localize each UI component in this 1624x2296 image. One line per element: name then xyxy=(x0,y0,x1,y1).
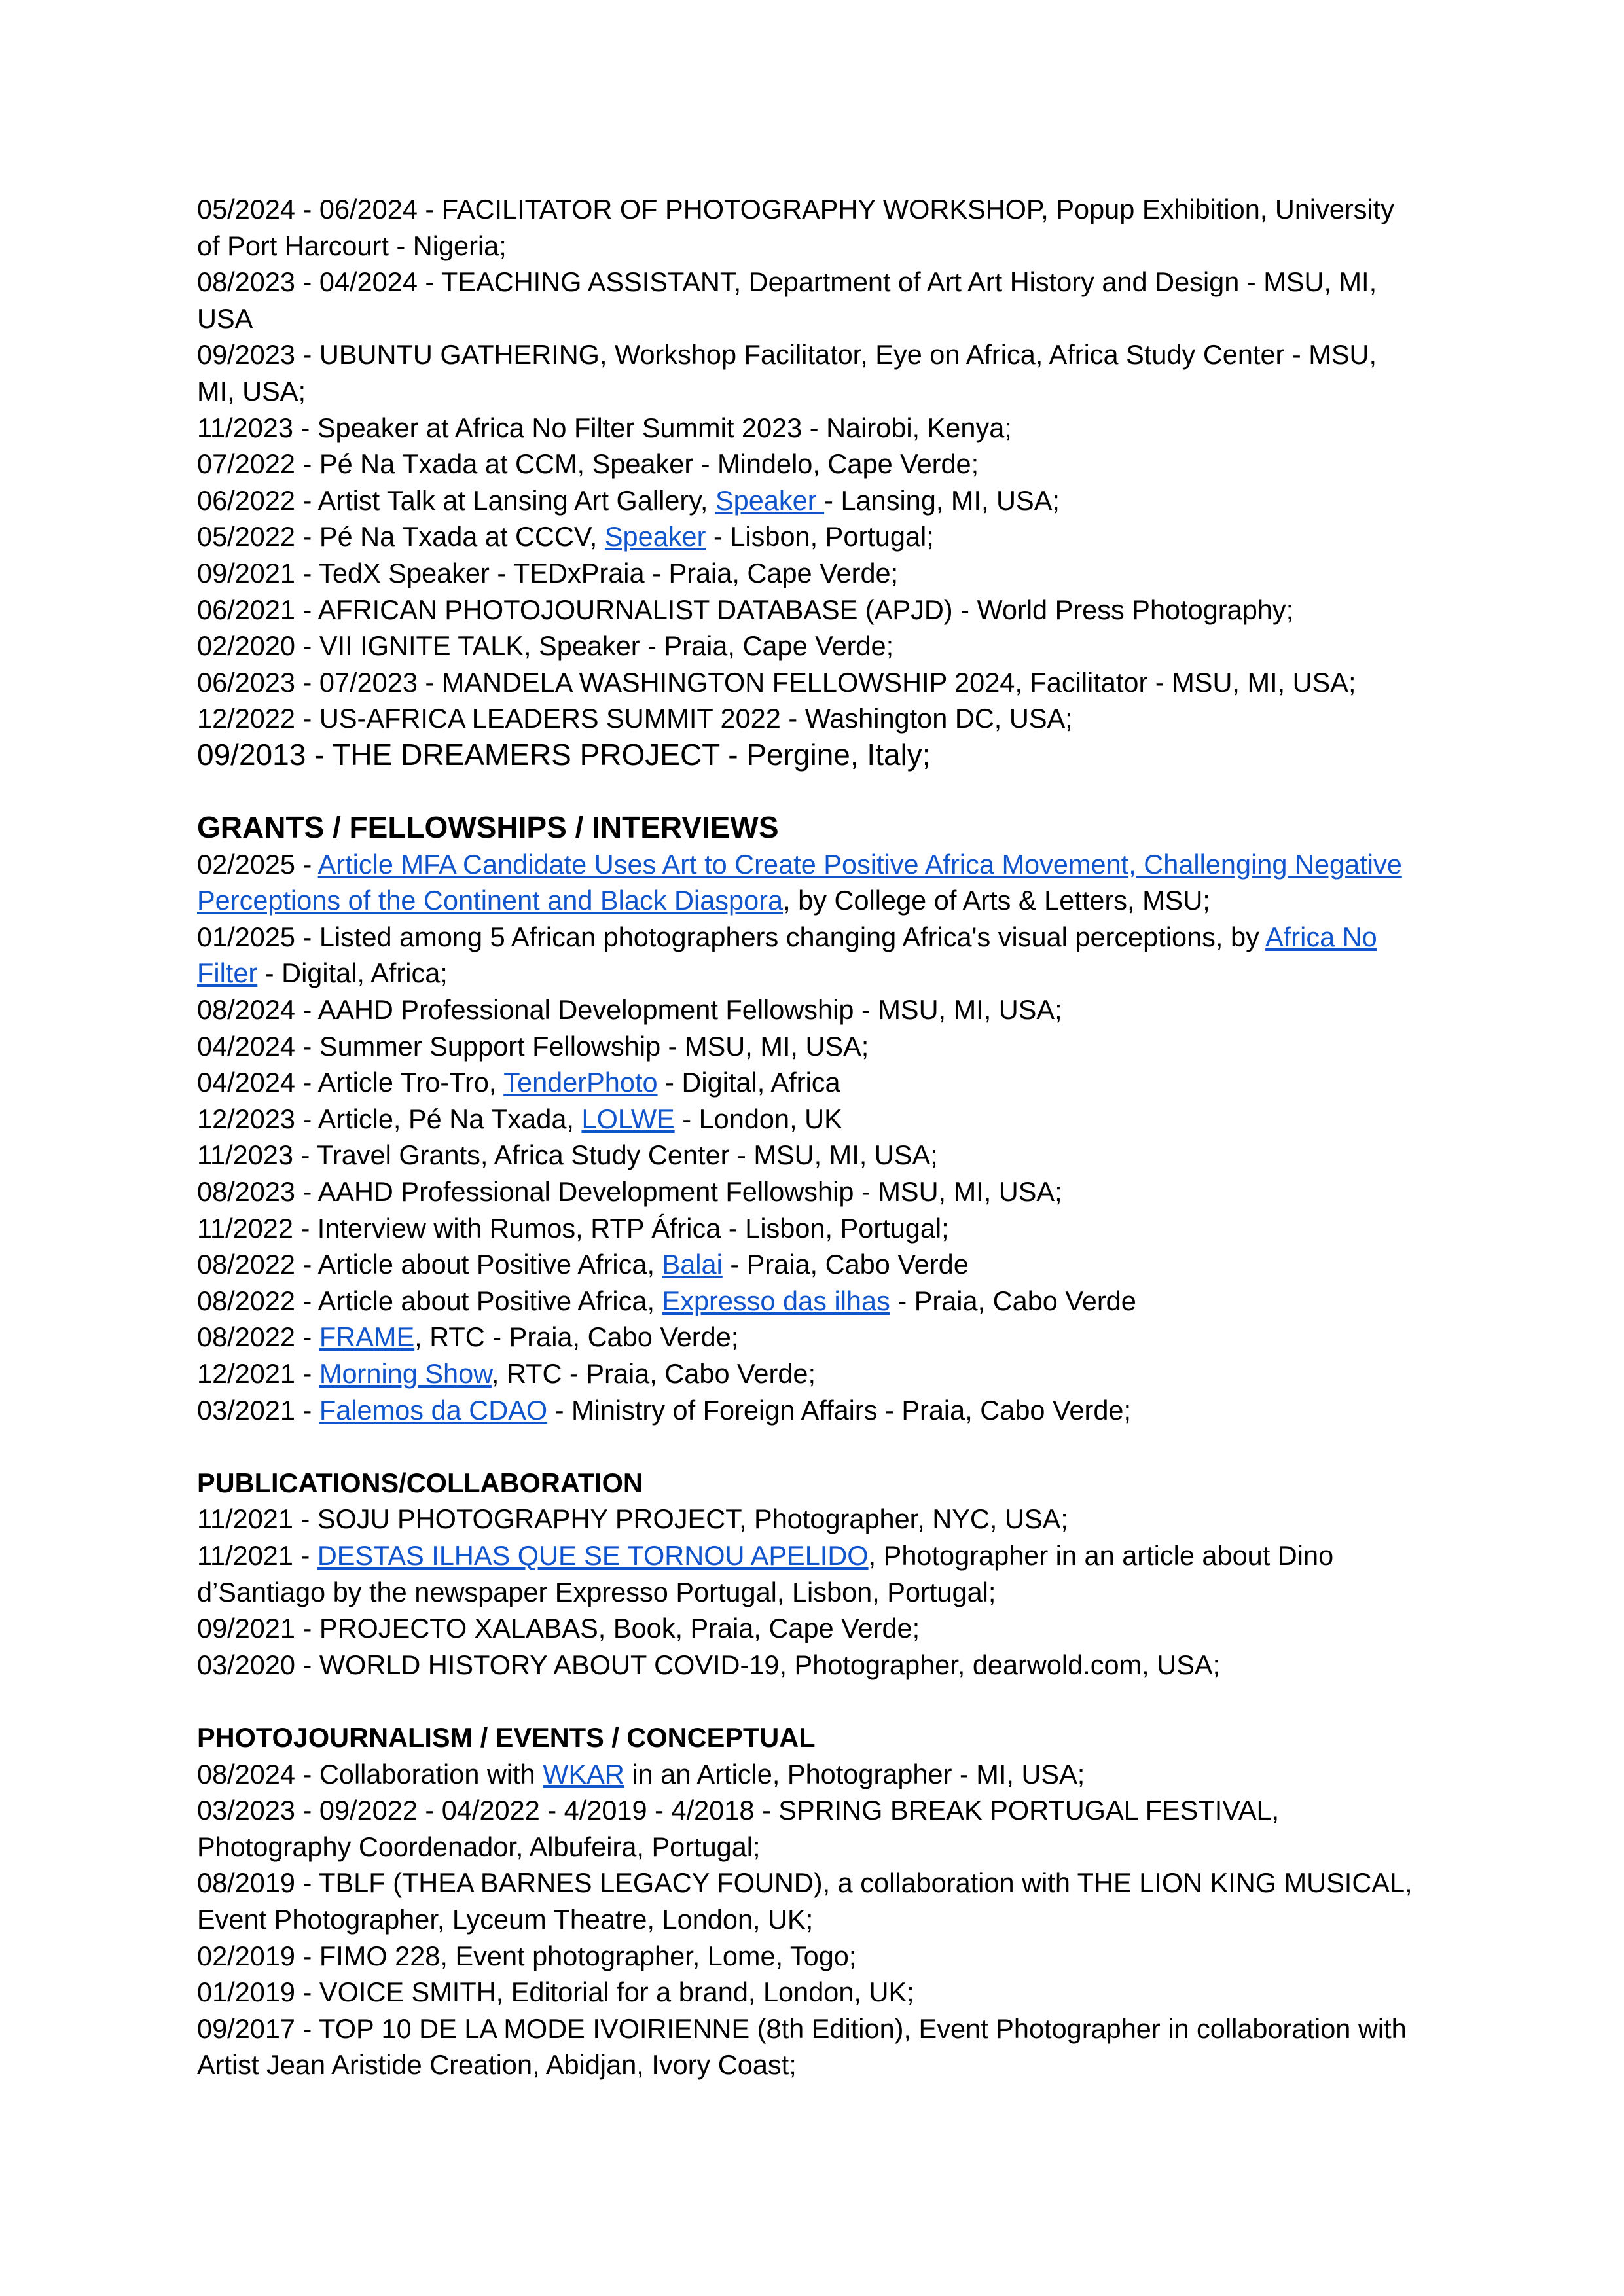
hyperlink[interactable]: Morning Show xyxy=(319,1358,492,1389)
entry-line xyxy=(197,1101,1441,1138)
entry-text: 02/2020 - VII IGNITE TALK, Speaker - Praia, Cape Verde; xyxy=(197,630,894,662)
entry-line xyxy=(197,992,1441,1028)
entry-text: 03/2021 - xyxy=(197,1394,319,1426)
entry-text: 05/2024 - 06/2024 - FACILITATOR OF PHOTOGRAPHY WORKSHOP, Popup Exhibition, University xyxy=(197,194,1395,224)
section-heading: GRANTS / FELLOWSHIPS / INTERVIEWS xyxy=(197,810,779,845)
entry-line xyxy=(197,1355,1441,1392)
entry-text: - Ministry of Foreign Affairs - Praia, Cabo Verde; xyxy=(547,1394,1132,1426)
section-spacer xyxy=(197,1683,1441,1719)
entry-text: - Praia, Cabo Verde xyxy=(890,1285,1136,1316)
entry-line xyxy=(197,955,1441,992)
entry-line xyxy=(197,919,1441,956)
section-heading: PUBLICATIONS/COLLABORATION xyxy=(197,1467,643,1498)
entry-text: 08/2023 - 04/2024 - TEACHING ASSISTANT, Department of Art Art History and Design - MSU, MI, xyxy=(197,266,1377,298)
entry-line xyxy=(197,1756,1441,1793)
hyperlink[interactable]: Africa No xyxy=(1265,921,1377,952)
hyperlink[interactable]: FRAME xyxy=(319,1321,415,1353)
entry-line xyxy=(197,882,1441,919)
entry-text: , RTC - Praia, Cabo Verde; xyxy=(414,1321,739,1353)
entry-text: 12/2021 - xyxy=(197,1358,319,1389)
entry-line xyxy=(197,664,1441,701)
entry-text: 11/2023 - Travel Grants, Africa Study Center - MSU, MI, USA; xyxy=(197,1139,938,1171)
entry-text: - Lisbon, Portugal; xyxy=(706,521,934,552)
entry-text: 08/2023 - AAHD Professional Development Fellowship - MSU, MI, USA; xyxy=(197,1176,1062,1208)
hyperlink[interactable]: DESTAS ILHAS QUE SE TORNOU APELIDO xyxy=(317,1539,869,1571)
entry-line xyxy=(197,628,1441,664)
entry-line xyxy=(197,518,1441,555)
entry-line xyxy=(197,1501,1441,1537)
entry-text: , RTC - Praia, Cabo Verde; xyxy=(491,1358,816,1389)
entry-text: 02/2025 - xyxy=(197,848,318,880)
entry-text: 08/2019 - TBLF (THEA BARNES LEGACY FOUND), a collaboration with THE LION KING MUSICAL, xyxy=(197,1867,1413,1899)
entry-line xyxy=(197,1647,1441,1683)
entry-text: - London, UK xyxy=(674,1103,842,1134)
entry-text: Event Photographer, Lyceum Theatre, London, UK; xyxy=(197,1903,814,1935)
entry-line xyxy=(197,846,1441,883)
entry-text: 02/2019 - FIMO 228, Event photographer, Lome, Togo; xyxy=(197,1940,857,1971)
entry-text: MI, USA; xyxy=(197,375,306,406)
entry-text: d’Santiago by the newspaper Expresso Portugal, Lisbon, Portugal; xyxy=(197,1576,996,1607)
entry-text: 09/2017 - TOP 10 DE LA MODE IVOIRIENNE (8th Edition), Event Photographer in collaboration with xyxy=(197,2013,1407,2044)
document-page xyxy=(197,191,1441,2083)
hyperlink[interactable]: Speaker xyxy=(604,521,706,552)
entry-line xyxy=(197,373,1441,410)
entry-text: in an Article, Photographer - MI, USA; xyxy=(624,1758,1085,1789)
entry-text: 09/2023 - UBUNTU GATHERING, Workshop Facilitator, Eye on Africa, Africa Study Center - MSU, xyxy=(197,339,1377,370)
entry-text: 06/2022 - Artist Talk at Lansing Art Gallery, xyxy=(197,484,715,516)
entry-line xyxy=(197,1792,1441,1829)
entry-text: - Digital, Africa; xyxy=(257,958,448,989)
entry-line xyxy=(197,300,1441,337)
hyperlink[interactable]: LOLWE xyxy=(581,1103,675,1134)
entry-text: , Photographer in an article about Dino xyxy=(868,1539,1334,1571)
entry-text: 08/2022 - Article about Positive Africa, xyxy=(197,1285,662,1316)
entry-line xyxy=(197,1829,1441,1865)
entry-text: 03/2023 - 09/2022 - 04/2022 - 4/2019 - 4/2018 - SPRING BREAK PORTUGAL FESTIVAL, xyxy=(197,1795,1280,1826)
entry-text: 11/2021 - SOJU PHOTOGRAPHY PROJECT, Photographer, NYC, USA; xyxy=(197,1503,1068,1535)
entry-text: - Praia, Cabo Verde xyxy=(722,1249,969,1280)
entry-text: 04/2024 - Article Tro-Tro, xyxy=(197,1067,504,1098)
section-spacer xyxy=(197,774,1441,810)
entry-line xyxy=(197,1865,1441,1901)
entry-line xyxy=(197,1537,1441,1574)
entry-line xyxy=(197,1319,1441,1355)
entry-text: 09/2013 - THE DREAMERS PROJECT - Pergine, Italy; xyxy=(197,737,931,772)
entry-line xyxy=(197,1974,1441,2011)
entry-text: 04/2024 - Summer Support Fellowship - MSU, MI, USA; xyxy=(197,1030,869,1062)
hyperlink[interactable]: WKAR xyxy=(543,1758,624,1789)
entry-line xyxy=(197,2011,1441,2047)
entry-text: 11/2021 - xyxy=(197,1539,317,1571)
entry-line xyxy=(197,1137,1441,1174)
entry-line xyxy=(197,1610,1441,1647)
entry-text: 12/2023 - Article, Pé Na Txada, xyxy=(197,1103,582,1134)
entry-line xyxy=(197,700,1441,737)
entry-line xyxy=(197,191,1441,228)
entry-text: 03/2020 - WORLD HISTORY ABOUT COVID-19, Photographer, dearwold.com, USA; xyxy=(197,1649,1221,1680)
entry-line xyxy=(197,228,1441,264)
entry-text: 01/2019 - VOICE SMITH, Editorial for a brand, London, UK; xyxy=(197,1977,914,2008)
entry-line xyxy=(197,1210,1441,1247)
entry-line xyxy=(197,410,1441,446)
entry-line xyxy=(197,1901,1441,1938)
entry-text: 01/2025 - Listed among 5 African photographers changing Africa's visual perceptions, by xyxy=(197,921,1266,952)
entry-line xyxy=(197,592,1441,628)
entry-line xyxy=(197,2047,1441,2083)
entry-text: 08/2022 - xyxy=(197,1321,319,1353)
entry-line xyxy=(197,1938,1441,1975)
hyperlink[interactable]: Balai xyxy=(662,1249,723,1280)
entry-text: Artist Jean Aristide Creation, Abidjan, Ivory Coast; xyxy=(197,2049,797,2081)
entry-line xyxy=(197,1392,1441,1429)
entry-line xyxy=(197,1246,1441,1283)
entry-line xyxy=(197,1028,1441,1065)
entry-line xyxy=(197,1574,1441,1611)
entry-text: of Port Harcourt - Nigeria; xyxy=(197,230,507,261)
entry-line xyxy=(197,1064,1441,1101)
entry-text: 12/2022 - US-AFRICA LEADERS SUMMIT 2022 - Washington DC, USA; xyxy=(197,703,1073,734)
entry-text: USA xyxy=(197,302,253,334)
entry-text: 11/2022 - Interview with Rumos, RTP África - Lisbon, Portugal; xyxy=(197,1212,949,1244)
entry-line xyxy=(197,264,1441,300)
entry-line xyxy=(197,555,1441,592)
entry-text: 08/2024 - AAHD Professional Development Fellowship - MSU, MI, USA; xyxy=(197,994,1062,1026)
entry-line xyxy=(197,482,1441,519)
hyperlink[interactable]: Speaker xyxy=(715,484,825,516)
section-spacer xyxy=(197,1428,1441,1465)
hyperlink[interactable]: Expresso das ilhas xyxy=(662,1285,890,1316)
entry-text: 06/2023 - 07/2023 - MANDELA WASHINGTON FELLOWSHIP 2024, Facilitator - MSU, MI, USA; xyxy=(197,666,1356,698)
entry-text: 08/2024 - Collaboration with xyxy=(197,1758,543,1789)
entry-text: 05/2022 - Pé Na Txada at CCCV, xyxy=(197,521,605,552)
hyperlink[interactable]: Filter xyxy=(197,958,258,989)
entry-text: 09/2021 - PROJECTO XALABAS, Book, Praia, Cape Verde; xyxy=(197,1613,920,1644)
hyperlink[interactable]: TenderPhoto xyxy=(503,1067,658,1098)
entry-text: , by College of Arts & Letters, MSU; xyxy=(783,885,1210,916)
section-heading: PHOTOJOURNALISM / EVENTS / CONCEPTUAL xyxy=(197,1721,816,1753)
entry-text: - Lansing, MI, USA; xyxy=(824,484,1060,516)
entry-line xyxy=(197,1174,1441,1210)
entry-line xyxy=(197,737,1441,774)
entry-text: - Digital, Africa xyxy=(657,1067,840,1098)
entry-text: 11/2023 - Speaker at Africa No Filter Summit 2023 - Nairobi, Kenya; xyxy=(197,412,1012,443)
entry-text: 06/2021 - AFRICAN PHOTOJOURNALIST DATABASE (APJD) - World Press Photography; xyxy=(197,594,1294,625)
entry-line xyxy=(197,446,1441,482)
entry-line xyxy=(197,1283,1441,1319)
hyperlink[interactable]: Article MFA Candidate Uses Art to Create Positive Africa Movement, Challenging Negative xyxy=(317,848,1402,880)
entry-text: 09/2021 - TedX Speaker - TEDxPraia - Praia, Cape Verde; xyxy=(197,557,899,588)
entry-text: 07/2022 - Pé Na Txada at CCM, Speaker - Mindelo, Cape Verde; xyxy=(197,448,979,480)
entry-line xyxy=(197,336,1441,373)
hyperlink[interactable]: Falemos da CDAO xyxy=(319,1394,548,1426)
entry-text: Photography Coordenador, Albufeira, Portugal; xyxy=(197,1831,761,1862)
entry-text: 08/2022 - Article about Positive Africa, xyxy=(197,1249,662,1280)
hyperlink[interactable]: Perceptions of the Continent and Black Diaspora xyxy=(197,885,784,916)
